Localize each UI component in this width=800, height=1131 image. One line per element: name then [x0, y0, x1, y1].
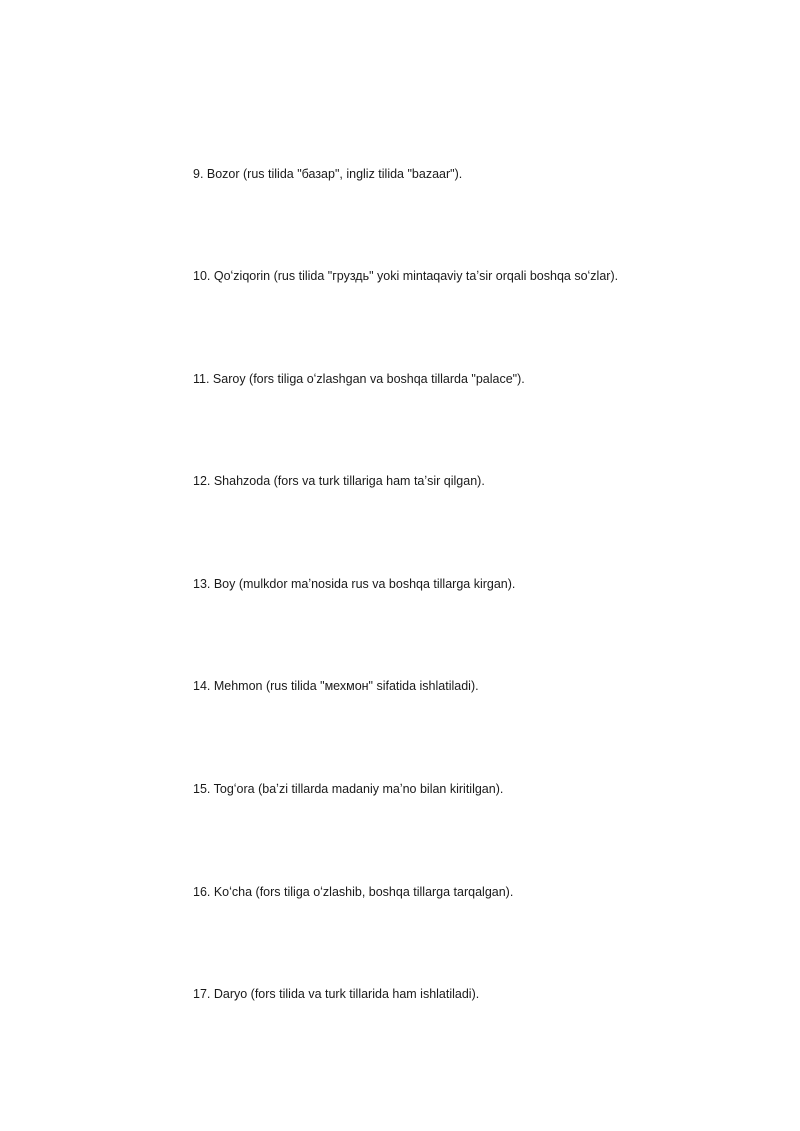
list-item-13: 13. Boy (mulkdor maʼnosida rus va boshqa tillarga kirgan).	[193, 577, 516, 591]
list-item-9: 9. Bozor (rus tilida "базар", ingliz tilida "bazaar").	[193, 167, 463, 181]
list-item-12: 12. Shahzoda (fors va turk tillariga ham taʼsir qilgan).	[193, 474, 485, 488]
list-item-17: 17. Daryo (fors tilida va turk tillarida ham ishlatiladi).	[193, 987, 480, 1001]
list-item-16: 16. Koʻcha (fors tiliga oʻzlashib, boshqa tillarga tarqalgan).	[193, 885, 514, 899]
list-item-11: 11. Saroy (fors tiliga oʻzlashgan va boshqa tillarda "palace").	[193, 372, 525, 386]
list-item-10: 10. Qoʻziqorin (rus tilida "груздь" yoki mintaqaviy taʼsir orqali boshqa soʻzlar).	[193, 269, 619, 283]
list-item-14: 14. Mehmon (rus tilida "мехмон" sifatida ishlatiladi).	[193, 679, 479, 693]
list-item-15: 15. Togʻora (baʼzi tillarda madaniy maʼno bilan kiritilgan).	[193, 782, 504, 796]
